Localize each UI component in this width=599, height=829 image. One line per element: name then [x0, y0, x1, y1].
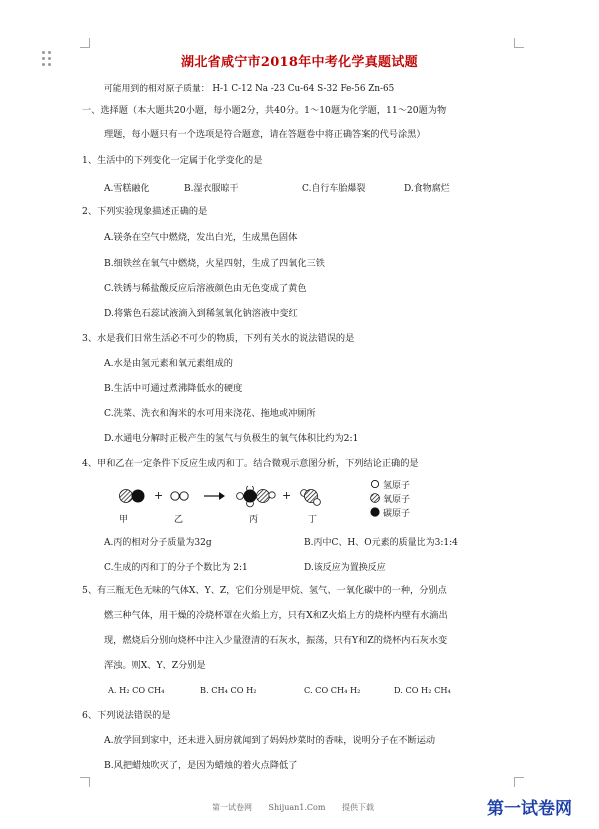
label-ding: 丁 [308, 515, 318, 525]
crop-mark-bottom-right [514, 777, 524, 787]
crop-mark-top-right [514, 38, 524, 48]
atomic-masses-line: 可能用到的相对原子质量： H-1 C-12 Na -23 Cu-64 S-32 Fe-56 Zn-65 [104, 84, 395, 94]
footer-provide: 提供下载 [342, 803, 374, 812]
q5-line4: 浑浊。则X、Y、Z分别是 [104, 660, 206, 671]
section1-line2: 理题，每小题只有一个选项是符合题意，请在答题卷中将正确答案的代号涂黑） [104, 129, 426, 140]
q5-option-b: B. CH₄ CO H₂ [200, 685, 257, 695]
q4-option-b: B.丙中C、H、O元素的质量比为3:1:4 [304, 538, 458, 548]
q5-line1: 5、有三瓶无色无味的气体X、Y、Z，它们分别是甲烷、氢气、一氧化碳中的一种，分别点 [82, 585, 447, 596]
plus-sign-1: + [154, 489, 164, 502]
q5-option-d: D. CO H₂ CH₄ [394, 685, 451, 695]
molecule-jia [120, 490, 145, 503]
q6-stem: 6、下列说法错误的是 [82, 710, 171, 721]
q1-option-d: D.食物腐烂 [404, 184, 450, 194]
footer-site: 第一试卷网 [212, 803, 252, 812]
oxygen-atom-icon [370, 493, 380, 503]
q3-option-d: D.水通电分解时正极产生的氢气与负极生的氧气体积比约为2:1 [104, 433, 359, 444]
q4-option-d: D.该反应为置换反应 [304, 563, 386, 573]
q5-option-a: A. H₂ CO CH₄ [108, 685, 165, 695]
crop-mark-bottom-left [80, 777, 90, 787]
q5-line2: 燃三种气体，用干燥的冷烧杯罩在火焰上方，只有X和Z火焰上方的烧杯内壁有水滴出 [104, 610, 448, 621]
page-title: 湖北省咸宁市2018年中考化学真题试题 [181, 55, 418, 70]
q2-option-b: B.细铁丝在氧气中燃烧，火星四射，生成了四氧化三铁 [104, 258, 325, 269]
q3-option-a: A.水是由氢元素和氧元素组成的 [104, 358, 233, 369]
label-bing: 丙 [249, 515, 259, 525]
crop-mark-top-left [80, 38, 90, 48]
document-page: 湖北省咸宁市2018年中考化学真题试题 可能用到的相对原子质量： H-1 C-12 Na -23 Cu-64 S-32 Fe-56 Zn-65 一、选择题（本大题共20小题，每小题2分，共40分。1～10题为化学题，11～20题为物 理题，每小题只有一个选项是符合题意，请在答题卷中将正确答案的代号涂黑） 1、生活中的下列变化一定属于化学变化的是 A.雪糕融化 B.湿衣服晾干 C.自行车胎爆裂 D.食物腐烂 2、下列实验现象描述正确的是 A.镁条在空气中燃烧，发出白光，生成黑色固体 B.细铁丝在氧气中燃烧，火星四射，生成了四氧化三铁 C.铁锈与稀盐酸反应后溶液颜色由无色变成了黄色 D.将紫色石蕊试液滴入到稀氢氧化钠溶液中变红 3、水是我们日常生活必不可少的物质，下列有关水的说法错误的是 A.水是由氢元素和氧元素组成的 B.生活中可通过煮沸降低水的硬度 C.洗菜、洗衣和淘米的水可用来浇花、拖地或冲厕所 D.水通电分解时正极产生的氢气与负极生的氧气体积比约为2:1 4、甲和乙在一定条件下反应生成丙和丁。结合微观示意图分析，下列结论正确的是 + + 甲 乙 丙 丁 氢原子 氧原子 碳原子 A.丙的相对分子质量为32g B.丙中C、H、O元素的质量比为3:1:4 C.生成的丙和丁的分子个数比为 2:1 D.该反应为置换反应 5、有三瓶无色无味的气体X、Y、Z，它们分别是甲烷、氢气、一氧化碳中的一种，分别点 燃三种气体，用干燥的冷烧杯罩在火焰上方，只有X和Z火焰上方的烧杯内壁有水滴出 现，燃烧后分别向烧杯中注入少量澄清的石灰水，振荡，只有Y和Z的烧杯内石灰水变 浑浊。则X、Y、Z分别是 A. H₂ CO CH₄ B. CH₄ CO H₂ C. CO CH₄ H₂ D. CO H₂ CH₄ 6、下列说法错误的是 A.放学回到家中，还未进入厨房就闻到了妈妈炒菜时的香味，说明分子在不断运动 B.风把蜡烛吹灭了，是因为蜡烛的着火点降低了 第一试卷网 Shijuan1.Com 提供下载 第一试卷网 [0, 0, 599, 829]
q5-line3: 现，燃烧后分别向烧杯中注入少量澄清的石灰水，振荡，只有Y和Z的烧杯内石灰水变 [104, 635, 448, 646]
plus-sign-2: + [282, 489, 292, 502]
q1-option-b: B.湿衣服晾干 [184, 184, 239, 194]
q6-option-b: B.风把蜡烛吹灭了，是因为蜡烛的着火点降低了 [104, 760, 298, 771]
q2-stem: 2、下列实验现象描述正确的是 [82, 206, 208, 217]
q2-option-c: C.铁锈与稀盐酸反应后溶液颜色由无色变成了黄色 [104, 283, 307, 294]
q3-option-c: C.洗菜、洗衣和淘米的水可用来浇花、拖地或冲厕所 [104, 408, 316, 419]
q2-option-a: A.镁条在空气中燃烧，发出白光，生成黑色固体 [104, 232, 298, 243]
q3-stem: 3、水是我们日常生活必不可少的物质，下列有关水的说法错误的是 [82, 333, 355, 344]
q1-stem: 1、生活中的下列变化一定属于化学变化的是 [82, 155, 263, 166]
q3-option-b: B.生活中可通过煮沸降低水的硬度 [104, 383, 243, 394]
q2-option-d: D.将紫色石蕊试液滴入到稀氢氧化钠溶液中变红 [104, 308, 298, 319]
hydrogen-atom-icon [370, 479, 380, 489]
molecule-ding [301, 490, 321, 506]
q1-option-a: A.雪糕融化 [104, 184, 150, 194]
carbon-atom-icon [370, 507, 380, 517]
q1-option-c: C.自行车胎爆裂 [302, 184, 366, 194]
molecule-bing [237, 486, 276, 507]
q4-stem: 4、甲和乙在一定条件下反应生成丙和丁。结合微观示意图分析，下列结论正确的是 [82, 458, 419, 469]
footer-domain[interactable]: Shijuan1.Com [268, 803, 326, 812]
q4-option-a: A.丙的相对分子质量为32g [104, 538, 212, 548]
q4-option-c: C.生成的丙和丁的分子个数比为 2:1 [104, 563, 248, 573]
label-jia: 甲 [119, 515, 129, 525]
label-yi: 乙 [174, 515, 184, 525]
q6-option-a: A.放学回到家中，还未进入厨房就闻到了妈妈炒菜时的香味，说明分子在不断运动 [104, 735, 436, 746]
brand-logo: 第一试卷网 [487, 799, 572, 819]
page-footer [212, 802, 388, 813]
reaction-arrow-icon [204, 492, 225, 500]
section1-line1: 一、选择题（本大题共20小题，每小题2分，共40分。1～10题为化学题，11～20题为物 [82, 105, 447, 116]
q5-option-c: C. CO CH₄ H₂ [304, 685, 361, 695]
molecule-yi [171, 492, 188, 500]
